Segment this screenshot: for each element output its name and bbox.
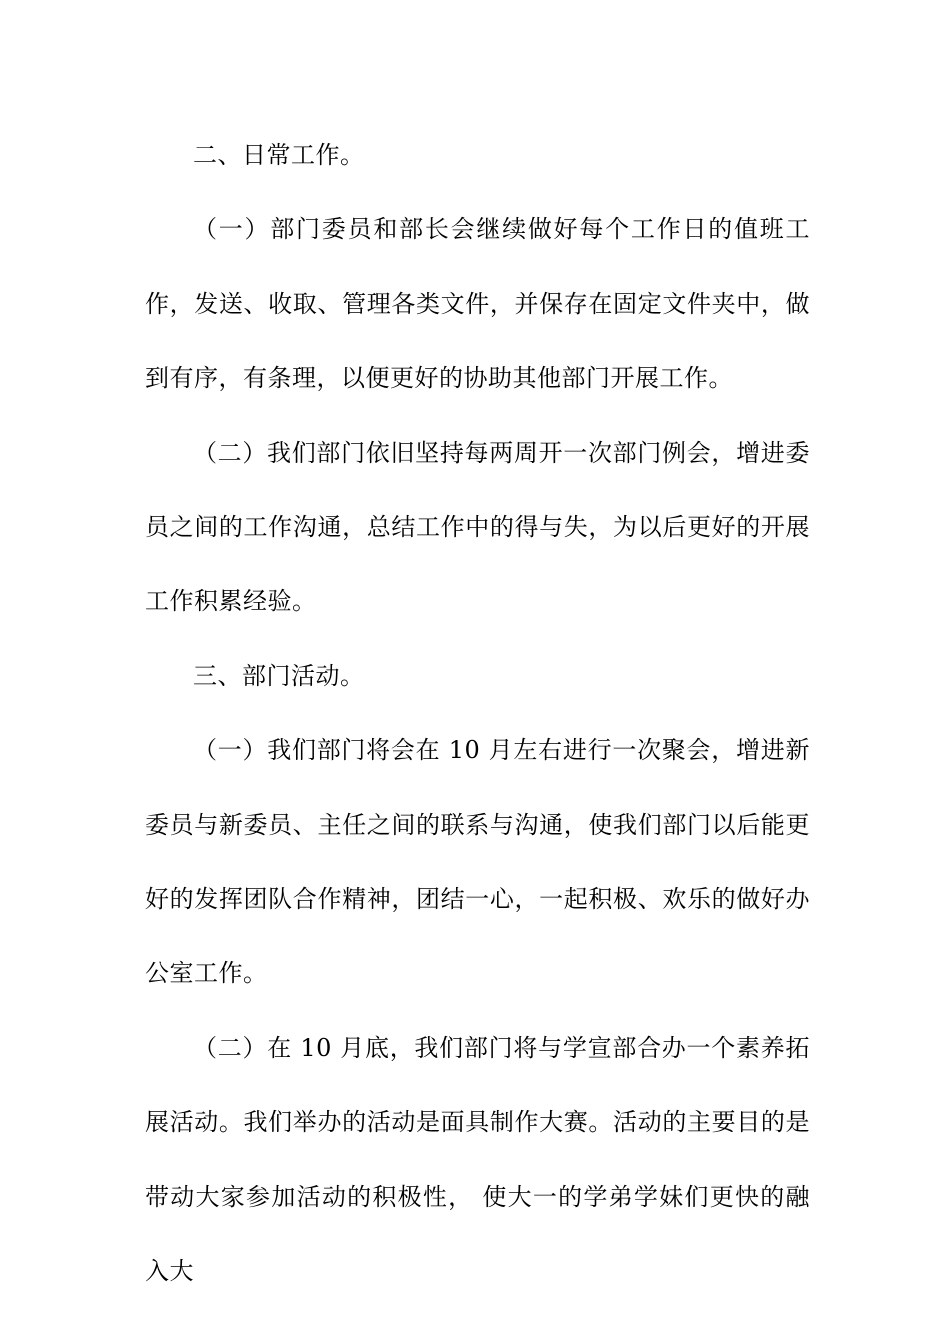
paragraph-gathering: （一）我们部门将会在 10 月左右进行一次聚会，增进新委员与新委员、主任之间的联系与沟通，使我们部门以后能更好的发挥团队合作精神，团结一心，一起积极、欢乐的做好办公室工作。: [145, 736, 810, 988]
section-heading-department-activities: 三、部门活动。: [193, 661, 365, 690]
paragraph-department-meeting: （二）我们部门依旧坚持每两周开一次部门例会，增进委员之间的工作沟通，总结工作中的得与失，为以后更好的开展工作积累经验。: [145, 438, 810, 616]
section-heading-daily-work: 二、日常工作。: [193, 141, 365, 169]
document-body: [145, 118, 810, 1309]
paragraph-duty-work: （一）部门委员和部长会继续做好每个工作日的值班工作，发送、收取、管理各类文件，并保存在固定文件夹中，做到有序，有条理，以便更好的协助其他部门开展工作。: [145, 215, 810, 393]
paragraph-mask-contest: （二）在 10 月底，我们部门将与学宣部合办一个素养拓展活动。我们举办的活动是面具制作大赛。活动的主要目的是带动大家参加活动的积极性， 使大一的学弟学妹们更快的融入大: [145, 1033, 810, 1286]
